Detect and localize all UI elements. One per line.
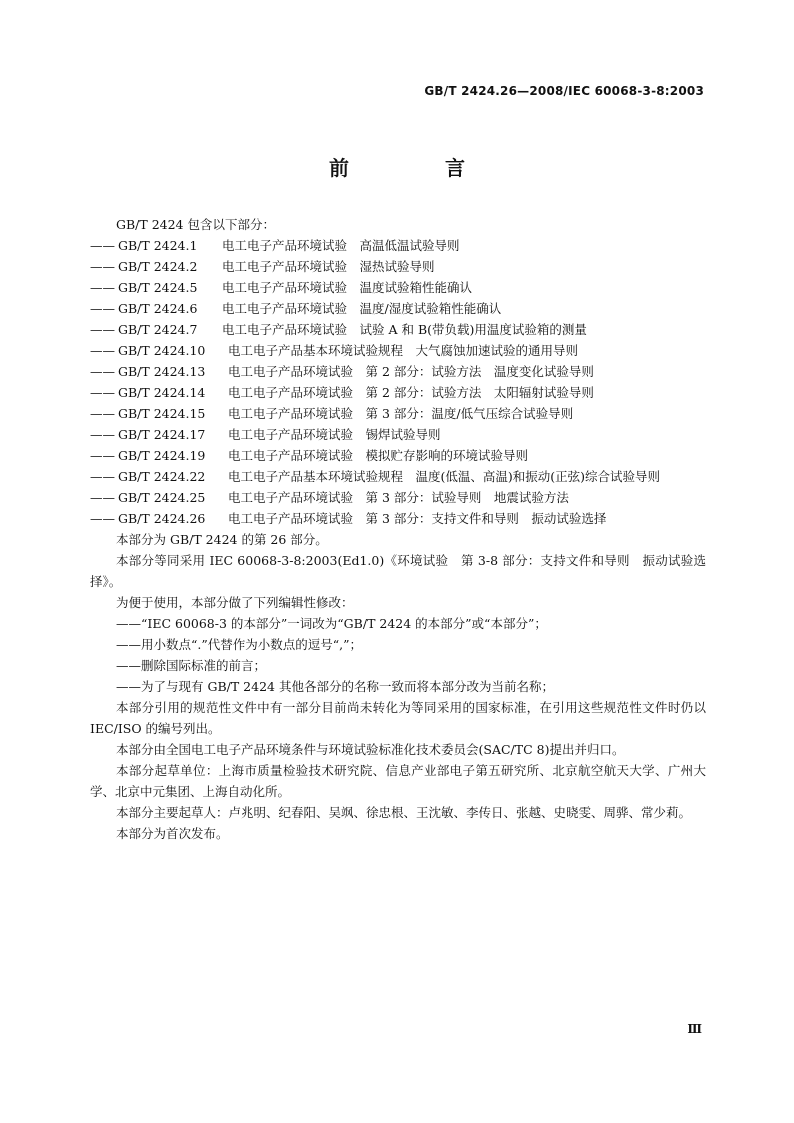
paragraph-adoption: 本部分等同采用 IEC 60068-3-8:2003(Ed1.0)《环境试验 第 3-8 部分：支持文件和导则 振动试验选择》。 — [90, 553, 706, 589]
part-title: 电工电子产品环境试验 试验 A 和 B(带负载)用温度试验箱的测量 — [222, 322, 587, 337]
part-title: 电工电子产品环境试验 温度试验箱性能确认 — [222, 280, 473, 295]
part-number: GB/T 2424.15 — [118, 406, 206, 421]
part-title: 电工电子产品环境试验 第 3 部分：温度/低气压综合试验导则 — [228, 406, 574, 421]
page-title: 前 言 — [329, 156, 503, 180]
list-item: —— GB/T 2424.10 电工电子产品基本环境试验规程 大气腐蚀加速试验的通用导则 — [90, 340, 706, 361]
modifications-list — [90, 613, 706, 697]
part-number: GB/T 2424.14 — [118, 385, 206, 400]
part-title: 电工电子产品环境试验 湿热试验导则 — [222, 259, 435, 274]
document-body — [90, 214, 706, 844]
part-number: GB/T 2424.25 — [118, 490, 206, 505]
part-number: GB/T 2424.7 — [118, 322, 198, 337]
parts-list — [90, 235, 706, 529]
part-number: GB/T 2424.19 — [118, 448, 206, 463]
list-item: —— GB/T 2424.7 电工电子产品环境试验 试验 A 和 B(带负载)用温度试验箱的测量 — [90, 319, 706, 340]
list-item: —— GB/T 2424.15 电工电子产品环境试验 第 3 部分：温度/低气压综合试验导则 — [90, 403, 706, 424]
part-number: GB/T 2424.5 — [118, 280, 198, 295]
part-number: GB/T 2424.17 — [118, 427, 206, 442]
list-item: —— GB/T 2424.25 电工电子产品环境试验 第 3 部分：试验导则 地震试验方法 — [90, 487, 706, 508]
paragraph-modifications-intro: 为便于使用，本部分做了下列编辑性修改： — [116, 595, 354, 610]
part-title: 电工电子产品环境试验 第 2 部分：试验方法 太阳辐射试验导则 — [228, 385, 594, 400]
part-number: GB/T 2424.10 — [118, 343, 206, 358]
part-number: GB/T 2424.13 — [118, 364, 206, 379]
paragraph-drafting-units: 本部分起草单位：上海市质量检验技术研究院、信息产业部电子第五研究所、北京航空航天大学、广州大学、北京中元集团、上海自动化所。 — [90, 763, 706, 799]
part-number: GB/T 2424.26 — [118, 511, 206, 526]
list-item: ——“IEC 60068-3 的本部分”一词改为“GB/T 2424 的本部分”或“本部分”； — [116, 616, 547, 631]
list-item: —— GB/T 2424.2 电工电子产品环境试验 湿热试验导则 — [90, 256, 706, 277]
paragraph-part-statement: 本部分为 GB/T 2424 的第 26 部分。 — [116, 532, 328, 547]
list-item: —— GB/T 2424.14 电工电子产品环境试验 第 2 部分：试验方法 太阳辐射试验导则 — [90, 382, 706, 403]
list-item: —— GB/T 2424.5 电工电子产品环境试验 温度试验箱性能确认 — [90, 277, 706, 298]
part-number: GB/T 2424.1 — [118, 238, 198, 253]
list-item: —— GB/T 2424.13 电工电子产品环境试验 第 2 部分：试验方法 温度变化试验导则 — [90, 361, 706, 382]
part-title: 电工电子产品环境试验 第 3 部分：试验导则 地震试验方法 — [228, 490, 569, 505]
list-item: ——用小数点“.”代替作为小数点的逗号“,”； — [116, 637, 363, 652]
list-item: —— GB/T 2424.1 电工电子产品环境试验 高温低温试验导则 — [90, 235, 706, 256]
paragraph-first-release: 本部分为首次发布。 — [116, 826, 229, 841]
page-number: Ⅲ — [687, 1022, 702, 1036]
part-title: 电工电子产品环境试验 锡焊试验导则 — [228, 427, 441, 442]
paragraph-normative-references: 本部分引用的规范性文件中有一部分目前尚未转化为等同采用的国家标准，在引用这些规范性文件时仍以 IEC/ISO 的编号列出。 — [90, 700, 706, 736]
part-title: 电工电子产品环境试验 温度/湿度试验箱性能确认 — [222, 301, 502, 316]
part-title: 电工电子产品环境试验 高温低温试验导则 — [222, 238, 460, 253]
list-item: ——为了与现有 GB/T 2424 其他各部分的名称一致而将本部分改为当前名称； — [116, 679, 554, 694]
part-title: 电工电子产品基本环境试验规程 大气腐蚀加速试验的通用导则 — [228, 343, 579, 358]
list-item: —— GB/T 2424.17 电工电子产品环境试验 锡焊试验导则 — [90, 424, 706, 445]
parts-intro: GB/T 2424 包含以下部分： — [116, 217, 275, 232]
part-title: 电工电子产品环境试验 模拟贮存影响的环境试验导则 — [228, 448, 529, 463]
paragraph-drafters: 本部分主要起草人：卢兆明、纪春阳、吴飒、徐忠根、王沈敏、李传日、张越、史晓雯、周骅、常少莉。 — [116, 805, 692, 820]
part-number: GB/T 2424.2 — [118, 259, 198, 274]
list-item: —— GB/T 2424.22 电工电子产品基本环境试验规程 温度(低温、高温)和振动(正弦)综合试验导则 — [90, 466, 706, 487]
part-number: GB/T 2424.22 — [118, 469, 206, 484]
part-number: GB/T 2424.6 — [118, 301, 198, 316]
list-item: —— GB/T 2424.26 电工电子产品环境试验 第 3 部分：支持文件和导则 振动试验选择 — [90, 508, 706, 529]
list-item: —— GB/T 2424.6 电工电子产品环境试验 温度/湿度试验箱性能确认 — [90, 298, 706, 319]
part-title: 电工电子产品环境试验 第 2 部分：试验方法 温度变化试验导则 — [228, 364, 594, 379]
document-code: GB/T 2424.26—2008/IEC 60068-3-8:2003 — [424, 84, 704, 98]
list-item: —— GB/T 2424.19 电工电子产品环境试验 模拟贮存影响的环境试验导则 — [90, 445, 706, 466]
part-title: 电工电子产品环境试验 第 3 部分：支持文件和导则 振动试验选择 — [228, 511, 607, 526]
list-item: ——删除国际标准的前言； — [116, 658, 267, 673]
part-title: 电工电子产品基本环境试验规程 温度(低温、高温)和振动(正弦)综合试验导则 — [228, 469, 661, 484]
paragraph-committee: 本部分由全国电工电子产品环境条件与环境试验标准化技术委员会(SAC/TC 8)提出并归口。 — [116, 742, 625, 757]
